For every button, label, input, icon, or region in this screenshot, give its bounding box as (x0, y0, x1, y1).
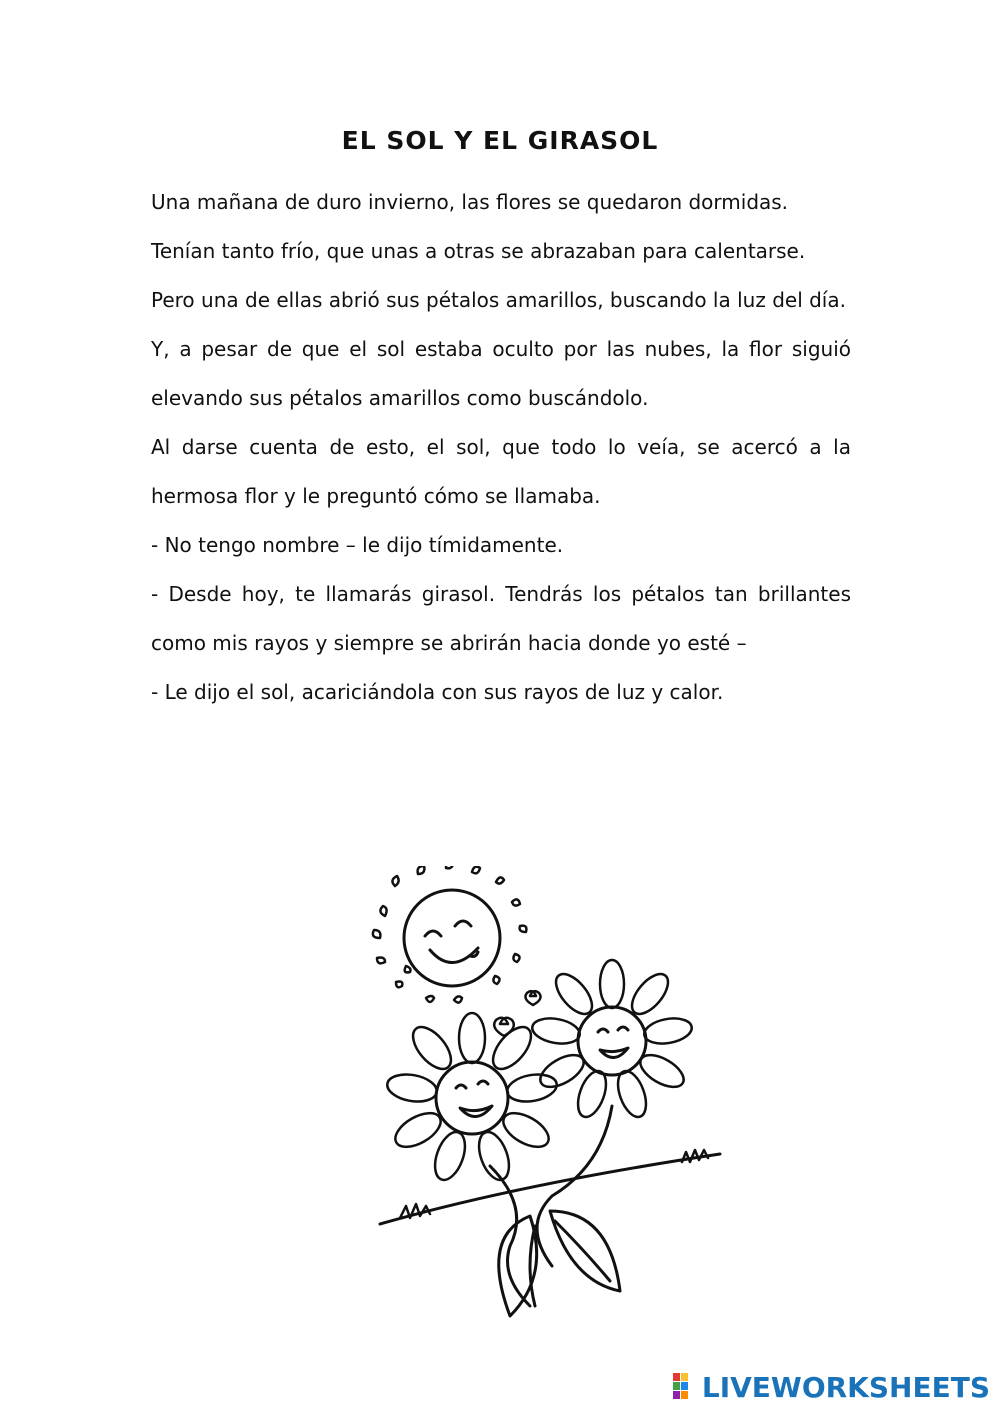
paragraph: Pero una de ellas abrió sus pétalos amarillos, buscando la luz del día. (151, 288, 846, 312)
story-text (151, 178, 851, 717)
heart-icon (494, 1018, 514, 1036)
sunflower-icon (385, 1013, 559, 1184)
paragraph: Tenían tanto frío, que unas a otras se abrazaban para calentarse. (151, 239, 806, 263)
brand-watermark (672, 1367, 990, 1407)
brand-name: LIVEWORKSHEETS (701, 1370, 990, 1404)
paragraph: Y, a pesar de que el sol estaba oculto por las nubes, la flor siguió elevando sus pétalos amarillos como buscándolo. (151, 337, 851, 410)
liveworksheets-logo-icon (672, 1371, 698, 1403)
paragraph: Al darse cuenta de esto, el sol, que todo lo veía, se acercó a la hermosa flor y le preguntó cómo se llamaba. (151, 435, 851, 508)
sun-and-sunflowers-drawing (350, 866, 730, 1318)
paragraph: - Desde hoy, te llamarás girasol. Tendrás los pétalos tan brillantes como mis rayos y siempre se abrirán hacia donde yo esté – (151, 582, 851, 655)
heart-icon (525, 991, 540, 1005)
sunflower-icon (530, 960, 693, 1121)
paragraph: - Le dijo el sol, acariciándola con sus rayos de luz y calor. (151, 680, 724, 704)
paragraph: - No tengo nombre – le dijo tímidamente. (151, 533, 564, 557)
page-title: EL SOL Y EL GIRASOL (341, 126, 659, 155)
paragraph: Una mañana de duro invierno, las flores se quedaron dormidas. (151, 190, 789, 214)
sun-icon (373, 866, 527, 1003)
